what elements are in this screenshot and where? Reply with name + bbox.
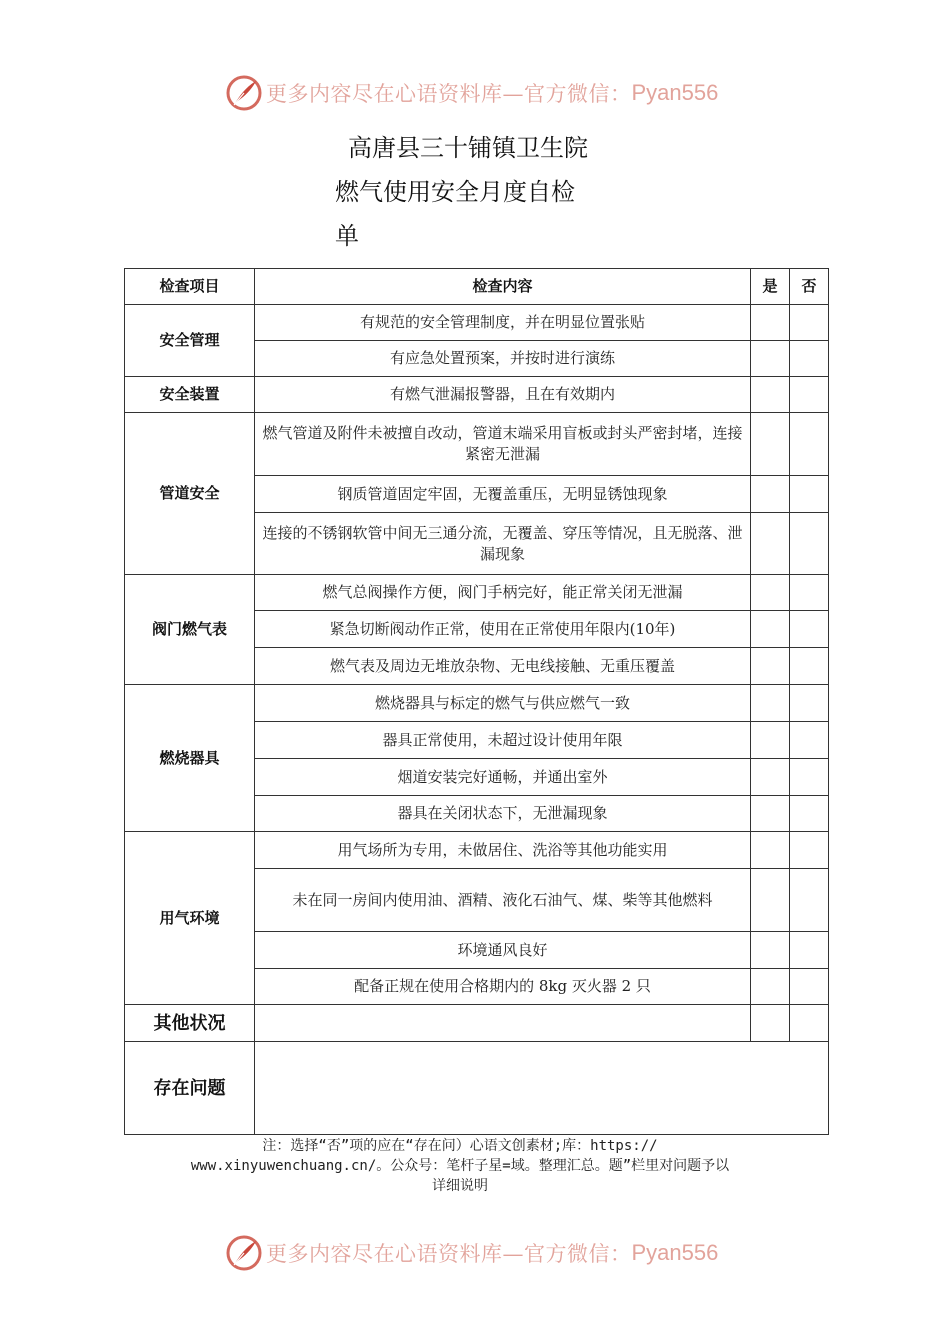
table-row-issues (125, 1042, 829, 1135)
yes-checkbox-cell[interactable] (751, 796, 790, 832)
check-item: 未在同一房间内使用油、酒精、液化石油气、煤、柴等其他燃料 (255, 869, 751, 932)
no-checkbox-cell[interactable] (790, 1005, 829, 1042)
header-category: 检查项目 (125, 269, 255, 305)
category-pipeline-safety: 管道安全 (125, 413, 255, 575)
table-header-row (125, 269, 829, 305)
yes-checkbox-cell[interactable] (751, 341, 790, 377)
no-checkbox-cell[interactable] (790, 869, 829, 932)
yes-checkbox-cell[interactable] (751, 685, 790, 722)
footnote-line2: www.xinyuwenchuang.cn/。公众号：笔杆子星=域。整理汇总。题”栏里对问题予以 (190, 1158, 730, 1174)
existing-issues-label: 存在问题 (125, 1042, 255, 1135)
table-row-other (125, 1005, 829, 1042)
check-item: 烟道安装完好通畅，并通出室外 (255, 759, 751, 796)
yes-checkbox-cell[interactable] (751, 832, 790, 869)
no-checkbox-cell[interactable] (790, 796, 829, 832)
check-item: 配备正规在使用合格期内的 8kg 灭火器 2 只 (255, 969, 751, 1005)
title-form-line1: 燃气使用安全月度自检 (335, 178, 575, 206)
watermark-banner-bottom (226, 1233, 718, 1273)
table-row (125, 305, 829, 341)
no-checkbox-cell[interactable] (790, 759, 829, 796)
table-row (125, 377, 829, 413)
yes-checkbox-cell[interactable] (751, 759, 790, 796)
category-valve-meter: 阀门燃气表 (125, 575, 255, 685)
yes-checkbox-cell[interactable] (751, 648, 790, 685)
check-item: 燃烧器具与标定的燃气与供应燃气一致 (255, 685, 751, 722)
check-item: 器具在关闭状态下，无泄漏现象 (255, 796, 751, 832)
yes-checkbox-cell[interactable] (751, 932, 790, 969)
no-checkbox-cell[interactable] (790, 476, 829, 513)
yes-checkbox-cell[interactable] (751, 377, 790, 413)
yes-checkbox-cell[interactable] (751, 969, 790, 1005)
no-checkbox-cell[interactable] (790, 575, 829, 611)
other-status-field[interactable] (255, 1005, 751, 1042)
yes-checkbox-cell[interactable] (751, 1005, 790, 1042)
watermark-banner-top (226, 73, 718, 113)
no-checkbox-cell[interactable] (790, 648, 829, 685)
category-gas-environment: 用气环境 (125, 832, 255, 1005)
feather-logo-icon (226, 1235, 262, 1271)
no-checkbox-cell[interactable] (790, 513, 829, 575)
feather-logo-icon (226, 75, 262, 111)
check-item: 器具正常使用，未超过设计使用年限 (255, 722, 751, 759)
check-item: 紧急切断阀动作正常，使用在正常使用年限内(10年) (255, 611, 751, 648)
header-content: 检查内容 (255, 269, 751, 305)
footnote-line3: 详细说明 (432, 1178, 488, 1194)
check-item: 燃气表及周边无堆放杂物、无电线接触、无重压覆盖 (255, 648, 751, 685)
header-yes: 是 (751, 269, 790, 305)
table-row (125, 413, 829, 476)
watermark-handle: Pyan556 (631, 80, 719, 105)
footnote (110, 1136, 810, 1196)
check-item: 有燃气泄漏报警器，且在有效期内 (255, 377, 751, 413)
table-row (125, 575, 829, 611)
existing-issues-field[interactable] (255, 1042, 829, 1135)
check-item: 环境通风良好 (255, 932, 751, 969)
footnote-line1: 注：选择“否”项的应在“存在问）心语文创素材;库：https:// (262, 1138, 658, 1154)
title-form-line2: 单 (335, 222, 359, 250)
no-checkbox-cell[interactable] (790, 722, 829, 759)
yes-checkbox-cell[interactable] (751, 575, 790, 611)
check-item: 有规范的安全管理制度，并在明显位置张贴 (255, 305, 751, 341)
watermark-text: 更多内容尽在心语资料库—官方微信： (266, 1242, 632, 1266)
check-item: 用气场所为专用，未做居住、洗浴等其他功能实用 (255, 832, 751, 869)
no-checkbox-cell[interactable] (790, 969, 829, 1005)
check-item: 燃气管道及附件未被擅自改动，管道末端采用盲板或封头严密封堵，连接紧密无泄漏 (255, 413, 751, 476)
no-checkbox-cell[interactable] (790, 377, 829, 413)
check-item: 有应急处置预案，并按时进行演练 (255, 341, 751, 377)
no-checkbox-cell[interactable] (790, 413, 829, 476)
check-item: 燃气总阀操作方便，阀门手柄完好，能正常关闭无泄漏 (255, 575, 751, 611)
yes-checkbox-cell[interactable] (751, 476, 790, 513)
table-row (125, 685, 829, 722)
yes-checkbox-cell[interactable] (751, 513, 790, 575)
yes-checkbox-cell[interactable] (751, 722, 790, 759)
check-item: 钢质管道固定牢固，无覆盖重压，无明显锈蚀现象 (255, 476, 751, 513)
checklist-table (124, 268, 829, 1135)
other-status-label: 其他状况 (125, 1005, 255, 1042)
no-checkbox-cell[interactable] (790, 341, 829, 377)
header-no: 否 (790, 269, 829, 305)
category-safety-device: 安全装置 (125, 377, 255, 413)
category-safety-management: 安全管理 (125, 305, 255, 377)
no-checkbox-cell[interactable] (790, 932, 829, 969)
check-item: 连接的不锈钢软管中间无三通分流，无覆盖、穿压等情况，且无脱落、泄漏现象 (255, 513, 751, 575)
category-burners: 燃烧器具 (125, 685, 255, 832)
table-row (125, 832, 829, 869)
title-hospital: 高唐县三十铺镇卫生院 (348, 134, 588, 162)
no-checkbox-cell[interactable] (790, 611, 829, 648)
no-checkbox-cell[interactable] (790, 685, 829, 722)
watermark-text: 更多内容尽在心语资料库—官方微信： (266, 82, 632, 106)
no-checkbox-cell[interactable] (790, 305, 829, 341)
no-checkbox-cell[interactable] (790, 832, 829, 869)
yes-checkbox-cell[interactable] (751, 869, 790, 932)
yes-checkbox-cell[interactable] (751, 611, 790, 648)
watermark-handle: Pyan556 (631, 1240, 719, 1265)
yes-checkbox-cell[interactable] (751, 305, 790, 341)
yes-checkbox-cell[interactable] (751, 413, 790, 476)
